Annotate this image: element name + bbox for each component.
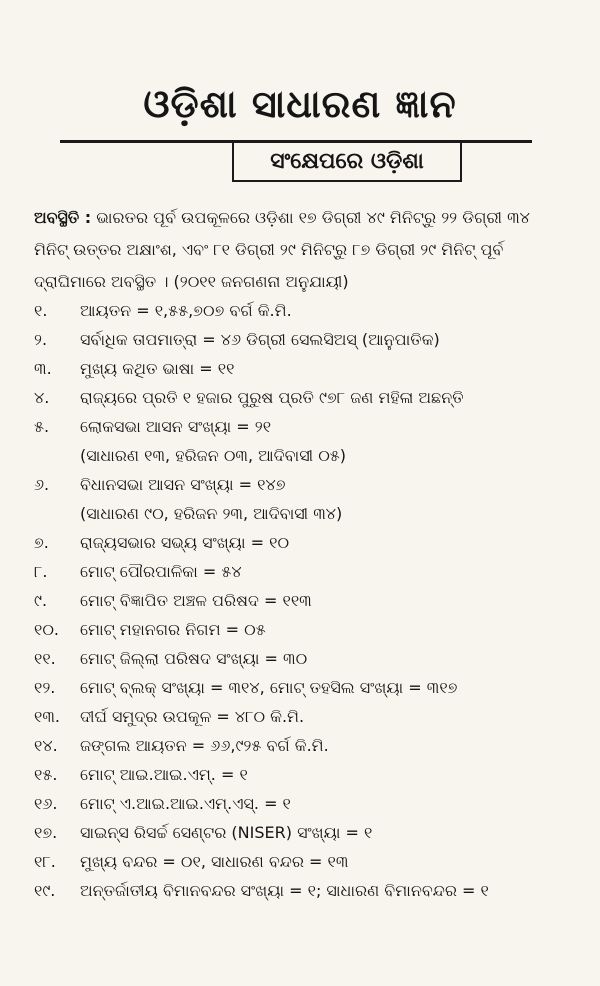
fact-number: ୧୫. — [34, 765, 58, 784]
fact-text: ମୋଟ୍ ମହାନଗର ନିଗମ = ୦୫ — [80, 620, 266, 639]
fact-text: ମୁଖ୍ୟ ବନ୍ଦର = ୦୧, ସାଧାରଣ ବନ୍ଦର = ୧୩ — [80, 852, 349, 871]
fact-item — [34, 644, 574, 673]
fact-text: ରାଜ୍ୟରେ ପ୍ରତି ୧ ହଜାର ପୁରୁଷ ପ୍ରତି ୯୭୮ ଜଣ ମହିଳା ଅଛନ୍ତି — [80, 388, 464, 407]
fact-item — [34, 354, 574, 383]
fact-item — [34, 528, 574, 557]
fact-number: ୧୦. — [34, 620, 60, 639]
fact-text: ମୋଟ୍ ପୌରପାଳିକା = ୫୪ — [80, 562, 242, 581]
fact-number: ୭. — [34, 533, 49, 552]
fact-number: ୧୧. — [34, 649, 56, 668]
fact-number: ୧୩. — [34, 707, 60, 726]
section-heading: ସଂକ୍ଷେପରେ ଓଡ଼ିଶା — [232, 142, 462, 182]
location-paragraph — [34, 202, 564, 298]
fact-number: ୪. — [34, 388, 50, 407]
fact-item — [34, 789, 574, 818]
fact-number: ୧୮. — [34, 852, 56, 871]
fact-text: ମୋଟ୍ ଜିଲ୍ଲା ପରିଷଦ ସଂଖ୍ୟା = ୩୦ — [80, 649, 308, 668]
fact-item — [34, 615, 574, 644]
fact-text: ମୋଟ୍ ଆଇ.ଆଇ.ଏମ୍. = ୧ — [80, 765, 248, 784]
fact-number: ୩. — [34, 359, 52, 378]
fact-number: ୧୬. — [34, 794, 58, 813]
fact-item — [34, 847, 574, 876]
fact-item — [34, 760, 574, 789]
fact-item — [34, 818, 574, 847]
fact-item — [34, 673, 574, 702]
fact-number: ୧୭. — [34, 823, 58, 842]
fact-text: ଅନ୍ତର୍ଜାତୀୟ ବିମାନବନ୍ଦର ସଂଖ୍ୟା = ୧; ସାଧାରଣ ବିମାନବନ୍ଦର = ୧ — [80, 881, 489, 900]
fact-text: ମୁଖ୍ୟ କଥିତ ଭାଷା = ୧୧ — [80, 359, 235, 378]
fact-item — [34, 702, 574, 731]
fact-text: ମୋଟ୍ ବ୍ଲକ୍ ସଂଖ୍ୟା = ୩୧୪, ମୋଟ୍ ତହସିଲ ସଂଖ୍ୟା = ୩୧୭ — [80, 678, 458, 697]
fact-item — [34, 557, 574, 586]
fact-number: ୫. — [34, 417, 50, 436]
fact-subtext: (ସାଧାରଣ ୯୦, ହରିଜନ ୨୩, ଆଦିବାସୀ ୩୪) — [80, 504, 343, 523]
fact-text: ଆୟତନ = ୧,୫୫,୭୦୭ ବର୍ଗ କି.ମି. — [80, 301, 292, 320]
fact-text: ଲୋକସଭା ଆସନ ସଂଖ୍ୟା = ୨୧ — [80, 417, 272, 436]
fact-text: ମୋଟ୍ ଏ.ଆଇ.ଆଇ.ଏମ୍.ଏସ୍. = ୧ — [80, 794, 291, 813]
fact-subtext: (ସାଧାରଣ ୧୩, ହରିଜନ ୦୩, ଆଦିବାସୀ ୦୫) — [80, 446, 347, 465]
fact-item — [34, 876, 574, 905]
fact-number: ୧୯. — [34, 881, 56, 900]
fact-number: ୬. — [34, 475, 50, 494]
fact-text: ବିଧାନସଭା ଆସନ ସଂଖ୍ୟା = ୧୪୭ — [80, 475, 286, 494]
fact-number: ୨. — [34, 330, 48, 349]
fact-number: ୯. — [34, 591, 48, 610]
page-title: ଓଡ଼ିଶା ସାଧାରଣ ଜ୍ଞାନ — [143, 82, 457, 126]
fact-text: ଜଙ୍ଗଲ ଆୟତନ = ୬୬,୯୨୫ ବର୍ଗ କି.ମି. — [80, 736, 329, 755]
fact-item — [34, 325, 574, 354]
fact-item — [34, 383, 574, 412]
fact-text: ରାଜ୍ୟସଭାର ସଭ୍ୟ ସଂଖ୍ୟା = ୧୦ — [80, 533, 290, 552]
fact-number: ୮. — [34, 562, 48, 581]
fact-item — [34, 412, 574, 441]
fact-number: ୧୨. — [34, 678, 56, 697]
fact-list — [34, 296, 574, 905]
fact-item — [34, 470, 574, 499]
location-label: ଅବସ୍ଥିତି : — [34, 208, 92, 227]
fact-text: ସାଇନ୍ସ ରିସର୍ଚ୍ଚ ସେଣ୍ଟର (NISER) ସଂଖ୍ୟା = ୧ — [80, 823, 373, 842]
fact-number: ୧୪. — [34, 736, 58, 755]
fact-item — [34, 296, 574, 325]
fact-text: ମୋଟ୍ ବିଜ୍ଞାପିତ ଅଞ୍ଚଳ ପରିଷଦ = ୧୧୩ — [80, 591, 312, 610]
fact-item — [34, 731, 574, 760]
location-text: ଭାରତର ପୂର୍ବ ଉପକୂଳରେ ଓଡ଼ିଶା ୧୭ ଡିଗ୍ରୀ ୪୯ ମିନିଟ୍‌ରୁ ୨୨ ଡିଗ୍ରୀ ୩୪ ମିନିଟ୍ ଉତ୍ତର ଅକ୍ଷାଂଶ, ଏବଂ ୮୧ ଡିଗ୍ରୀ ୨୯ ମିନିଟ୍‌ରୁ ୮୭ ଡିଗ୍ରୀ ୨୯ ମିନିଟ୍ ପୂର୍ବ ଦ୍ରାଘିମାରେ ଅବସ୍ଥିତ । (୨୦୧୧ ଜନଗଣନା ଅନୁଯାୟୀ) — [34, 208, 530, 291]
fact-text: ସର୍ବାଧିକ ତାପମାତ୍ରା = ୪୬ ଡିଗ୍ରୀ ସେଲସିଅସ୍ (ଆନୁପାତିକ) — [80, 330, 440, 349]
fact-item — [34, 586, 574, 615]
fact-number: ୧. — [34, 301, 48, 320]
fact-text: ଦୀର୍ଘ ସମୁଦ୍ର ଉପକୂଳ = ୪୮୦ କି.ମି. — [80, 707, 305, 726]
